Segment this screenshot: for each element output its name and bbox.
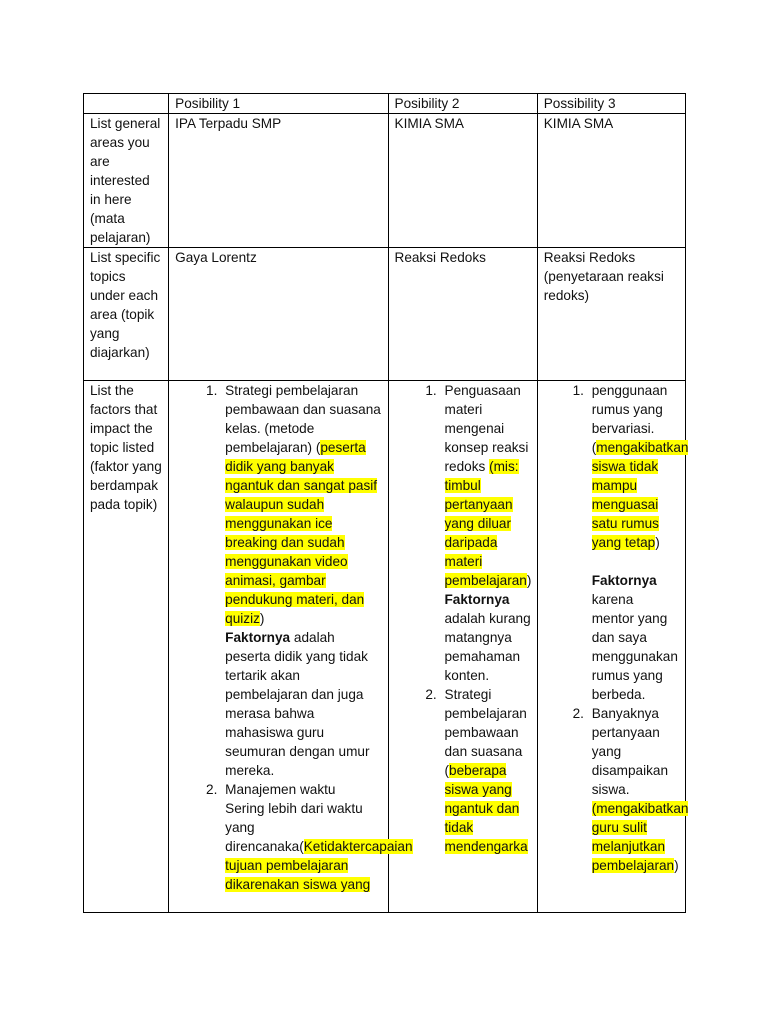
cell-factors-p1 [169, 381, 413, 913]
closing-paren: ) [674, 858, 679, 873]
factor-item-p1-1 [221, 381, 381, 780]
factor-text: Penguasaan materi mengenai konsep reaksi redoks [444, 383, 529, 474]
header-cell-possibility-3: Possibility 3 [537, 94, 685, 114]
highlighted-text: Ketidaktercapaian tujuan pembelajaran dikarenakan siswa yang [225, 839, 413, 892]
factor-item-p2-2 [441, 685, 531, 856]
blank-line [592, 552, 679, 571]
factor-item-p3-2 [588, 704, 689, 875]
factor-item-p2-1 [441, 381, 531, 685]
highlighted-text: (mengakibatkan guru sulit melanjutkan pembelajaran [591, 801, 689, 873]
table-row-areas [84, 114, 686, 248]
table-row-factors [84, 381, 686, 913]
cell-areas-p2: KIMIA SMA [388, 114, 537, 248]
factor-list-p1 [175, 381, 413, 894]
cell-topics-p3: Reaksi Redoks (penyetaraan reaksi redoks) [537, 248, 685, 381]
closing-paren: ) [526, 573, 532, 588]
possibility-table [83, 93, 689, 913]
factor-item-p1-2 [221, 780, 413, 894]
factor-text: Strategi pembelajaran pembawaan dan suasana kelas. (metode pembelajaran) ( [225, 383, 381, 455]
highlighted-text: peserta didik yang banyak ngantuk dan sangat pasif walaupun sudah menggunakan ice breaking dan sudah menggunakan video animasi, gambar pendukung materi, dan quiziz [225, 440, 378, 626]
factor-list-p3 [544, 381, 689, 875]
factor-bold-label: Faktornya [225, 630, 291, 645]
factor-explanation: adalah kurang matangnya pemahaman konten. [444, 611, 531, 683]
table-header-row [84, 94, 686, 114]
closing-paren: ) [655, 535, 660, 550]
factor-explanation: adalah peserta didik yang tidak tertarik akan pembelajaran dan juga merasa bahwa mahasiswa guru seumuran dengan umur mereka. [225, 630, 370, 778]
header-cell-posibility-2: Posibility 2 [388, 94, 537, 114]
factor-bold-label: Faktornya [591, 573, 657, 588]
cell-factors-p3 [537, 381, 689, 913]
factor-explanation: karena mentor yang dan saya menggunakan rumus yang berbeda. [591, 592, 678, 702]
highlighted-text: (mis: timbul pertanyaan yang diluar daripada materi pembelajaran [444, 459, 527, 588]
highlighted-text: mengakibatkan siswa tidak mampu menguasai satu rumus yang tetap [591, 440, 689, 550]
row-label-factors: List the factors that impact the topic listed (faktor yang berdampak pada topik) [84, 381, 169, 913]
factor-title: 2. Manajemen waktu [225, 782, 336, 797]
cell-topics-p1: Gaya Lorentz [169, 248, 388, 381]
factor-text: Banyaknya pertanyaan yang disampaikan siswa. [591, 706, 669, 797]
table-row-topics [84, 248, 686, 381]
cell-areas-p3: KIMIA SMA [537, 114, 685, 248]
header-cell-empty [84, 94, 169, 114]
factor-bold-label: Faktornya [444, 592, 510, 607]
header-cell-posibility-1: Posibility 1 [169, 94, 388, 114]
factor-item-p3-1 [588, 381, 689, 704]
closing-paren: ) [259, 611, 265, 626]
factor-text: penggunaan rumus yang bervariasi. ( [591, 383, 668, 455]
cell-topics-p2: Reaksi Redoks [388, 248, 537, 381]
factor-text: Sering lebih dari waktu yang direncanaka( [225, 801, 363, 854]
row-label-topics: List specific topics under each area (topik yang diajarkan) [84, 248, 169, 381]
highlighted-text: beberapa siswa yang ngantuk dan tidak mendengarka [444, 763, 528, 854]
cell-factors-p2 [388, 381, 537, 913]
row-label-areas: List general areas you are interested in here (mata pelajaran) [84, 114, 169, 248]
factor-list-p2 [395, 381, 531, 856]
factor-text: Strategi pembelajaran pembawaan dan suasana ( [444, 687, 527, 778]
cell-areas-p1: IPA Terpadu SMP [169, 114, 388, 248]
